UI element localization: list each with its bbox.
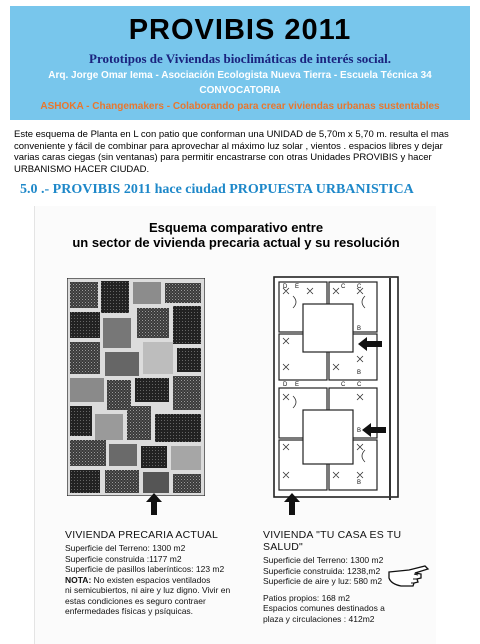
caption-line: Superficie del Terreno: 1300 m2 xyxy=(263,555,384,565)
nota-label: NOTA: xyxy=(65,574,92,585)
svg-text:E: E xyxy=(295,382,300,388)
svg-text:C: C xyxy=(357,284,362,290)
precarious-plan xyxy=(67,278,205,496)
header-banner xyxy=(10,6,470,120)
precarious-caption xyxy=(65,529,245,617)
caption-line: Superficie construida :1177 m2 xyxy=(65,553,182,564)
caption-line: No existen espacios ventilados xyxy=(91,574,211,585)
caption-line: ni semicubiertos, ni aire y luz digno. Vivir en xyxy=(65,585,231,595)
page-subtitle: Prototipos de Viviendas bioclimáticas de interés social. xyxy=(89,51,391,66)
ashoka-line: ASHOKA - Changemakers - Colaborando para crear viviendas urbanas sustentables xyxy=(40,101,440,112)
page-title: PROVIBIS 2011 xyxy=(128,14,352,46)
svg-text:C: C xyxy=(341,382,346,388)
intro-line: conveniente y fácil de combinar para aprovechar al máximo luz solar , vientos . espacios libres y dejar xyxy=(14,140,443,152)
caption-heading: VIVIENDA "TU CASA ES TU SALUD" xyxy=(263,529,402,553)
proposal-plan xyxy=(273,276,399,498)
pointing-hand-icon xyxy=(387,558,431,588)
patios-label: Patios propios xyxy=(263,592,317,603)
svg-text:C: C xyxy=(357,382,362,388)
svg-text:E: E xyxy=(295,284,300,290)
convocatoria-label: CONVOCATORIA xyxy=(199,85,281,96)
svg-text:B: B xyxy=(357,326,362,332)
intro-line: varias caras ciegas (sin ventanas) para permitir encastrarse con otras Unidades PROVIBIS y hacer xyxy=(14,152,432,163)
intro-line: Este esquema de Planta en L con patio que conforman una UNIDAD de 5,70m x 5,70 m. resulta el mas xyxy=(14,129,449,140)
caption-line: enfermedades físicas y psíquicas. xyxy=(65,606,194,616)
patios-value: : 168 m2 xyxy=(316,592,350,603)
intro-paragraph xyxy=(14,129,466,175)
caption-line: Superficie del Terreno: 1300 m2 xyxy=(65,543,186,553)
authors-line: Arq. Jorge Omar Iema - Asociación Ecologista Nueva Tierra - Escuela Técnica 34 xyxy=(48,70,432,81)
street-line xyxy=(389,278,391,500)
up-arrow-icon xyxy=(145,492,163,516)
svg-text:B: B xyxy=(357,480,362,486)
caption-line: estas condiciones es seguro contraer xyxy=(65,595,206,606)
comparison-scheme xyxy=(34,206,436,644)
intro-line: URBANISMO HACER CIUDAD. xyxy=(14,163,150,175)
caption-line: Superficie de aire y luz: 580 m2 xyxy=(263,576,383,586)
svg-text:B: B xyxy=(357,428,362,434)
scheme-title-line2: un sector de vivienda precaria actual y su resolución xyxy=(72,235,400,250)
up-arrow-icon xyxy=(283,492,301,516)
svg-text:C: C xyxy=(341,284,346,290)
scheme-title-line1: Esquema comparativo entre xyxy=(148,220,324,235)
left-arrow-icon xyxy=(361,422,387,438)
caption-line: plaza y circulaciones : 412m2 xyxy=(263,613,375,624)
caption-line: Superficie de pasillos laberínticos: 123 m2 xyxy=(65,564,225,574)
svg-text:D: D xyxy=(283,284,288,290)
caption-line: Espacios comunes destinados a xyxy=(263,603,385,613)
svg-text:B: B xyxy=(357,370,362,376)
left-arrow-icon xyxy=(357,336,383,352)
caption-heading: VIVIENDA PRECARIA ACTUAL xyxy=(65,529,219,541)
caption-line: Superficie construida: 1238,m2 xyxy=(263,565,381,576)
section-heading: 5.0 .- PROVIBIS 2011 hace ciudad PROPUESTA URBANISTICA xyxy=(20,182,414,197)
svg-text:D: D xyxy=(283,382,288,388)
